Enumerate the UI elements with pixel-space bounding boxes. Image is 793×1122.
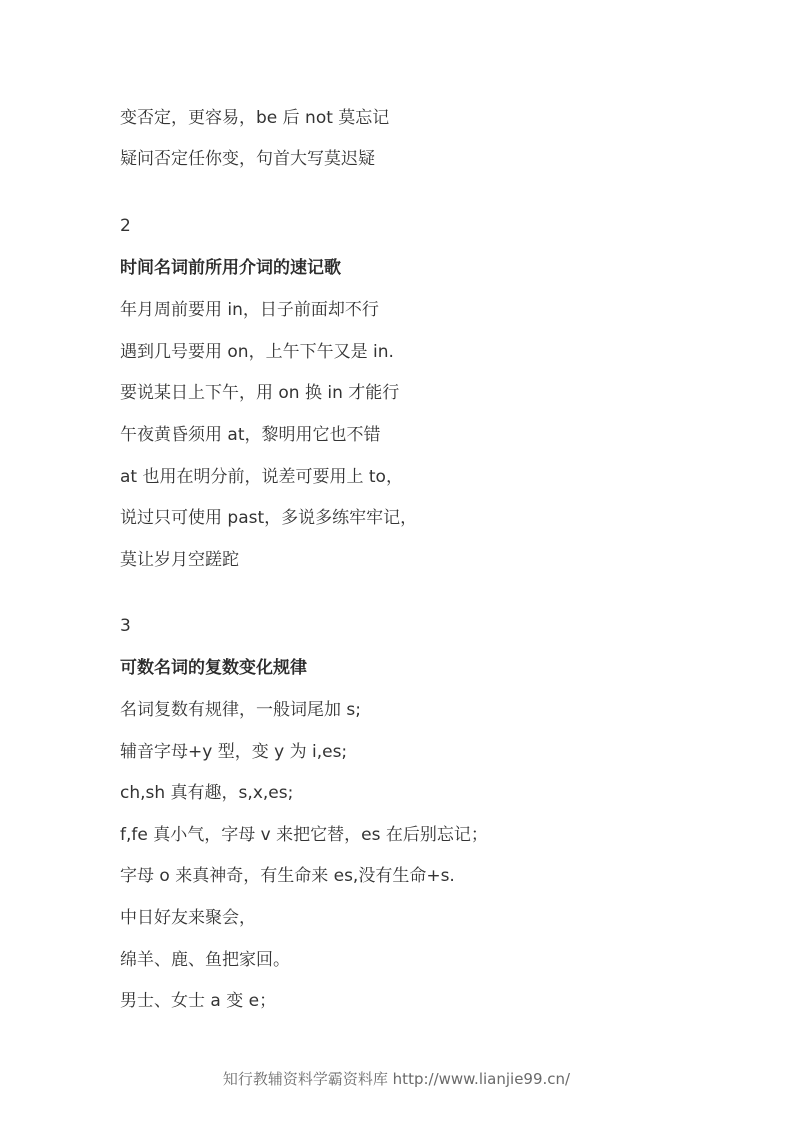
section-line: 名词复数有规律，一般词尾加 s; <box>120 700 361 720</box>
section-title: 可数名词的复数变化规律 <box>120 658 307 678</box>
section-line: 年月周前要用 in，日子前面却不行 <box>120 300 379 320</box>
section-line: 字母 o 来真神奇，有生命来 es,没有生命+s. <box>120 866 455 886</box>
section-line: 午夜黄昏须用 at，黎明用它也不错 <box>120 425 381 445</box>
section-title: 时间名词前所用介词的速记歌 <box>120 258 341 278</box>
section-line: 莫让岁月空蹉跎 <box>120 550 239 570</box>
section-number: 3 <box>120 616 131 636</box>
section-line: 说过只可使用 past，多说多练牢牢记， <box>120 508 418 528</box>
section-line: 绵羊、鹿、鱼把家回。 <box>120 950 290 970</box>
section-line: f,fe 真小气，字母 v 来把它替，es 在后别忘记； <box>120 825 488 845</box>
page-footer: 知行教辅资料学霸资料库 http://www.lianjie99.cn/ <box>222 1070 571 1088</box>
section-line: ch,sh 真有趣，s,x,es; <box>120 783 294 803</box>
section-line: 遇到几号要用 on，上午下午又是 in. <box>120 342 394 362</box>
section-line: 辅音字母+y 型，变 y 为 i,es; <box>120 742 348 762</box>
intro-line-2: 疑问否定任你变，句首大写莫迟疑 <box>120 149 375 169</box>
section-line: 要说某日上下午，用 on 换 in 才能行 <box>120 383 400 403</box>
intro-line-1: 变否定，更容易，be 后 not 莫忘记 <box>120 108 390 128</box>
section-line: 男士、女士 a 变 e； <box>120 991 277 1011</box>
section-line: at 也用在明分前，说差可要用上 to， <box>120 467 403 487</box>
section-number: 2 <box>120 216 131 236</box>
section-line: 中日好友来聚会， <box>120 908 256 928</box>
